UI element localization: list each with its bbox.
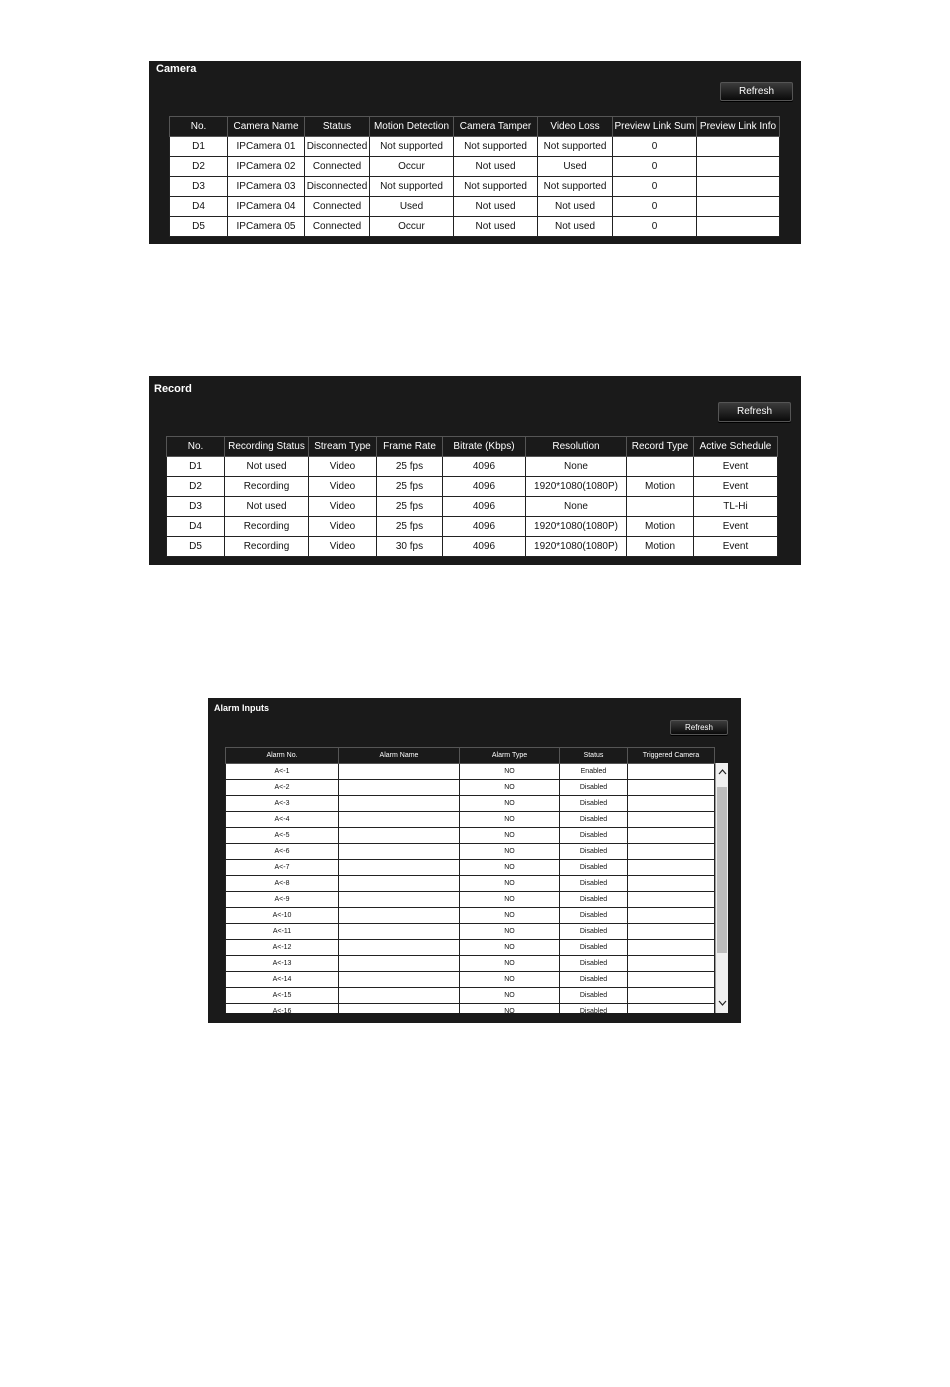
- alarm-inputs-table-cell: [628, 764, 715, 780]
- alarm-inputs-table-cell: NO: [460, 892, 560, 908]
- alarm-inputs-table-column-header: Alarm Name: [339, 748, 460, 764]
- alarm-inputs-table-cell: Disabled: [560, 924, 628, 940]
- alarm-inputs-table-cell: [628, 956, 715, 972]
- alarm-inputs-table-cell: Disabled: [560, 892, 628, 908]
- alarm-inputs-table-cell: NO: [460, 812, 560, 828]
- camera-table-cell: Not used: [454, 197, 538, 217]
- record-table-cell: 1920*1080(1080P): [526, 537, 627, 557]
- alarm-inputs-table-cell: Enabled: [560, 764, 628, 780]
- camera-table-cell: [697, 217, 780, 237]
- camera-panel-title: Camera: [156, 63, 197, 75]
- camera-table-cell: IPCamera 02: [228, 157, 305, 177]
- alarm-inputs-table-cell: [628, 780, 715, 796]
- record-table-row[interactable]: [167, 457, 791, 477]
- camera-table-cell: [697, 197, 780, 217]
- alarm-inputs-table-cell: Disabled: [560, 988, 628, 1004]
- record-table-cell: Event: [694, 537, 778, 557]
- camera-table-cell: Not supported: [454, 137, 538, 157]
- camera-table-cell: Not supported: [370, 137, 454, 157]
- camera-table-cell: Not used: [454, 157, 538, 177]
- alarm-inputs-table-cell: [628, 844, 715, 860]
- camera-panel: [149, 61, 801, 244]
- chevron-down-icon[interactable]: [716, 999, 728, 1009]
- camera-table-column-header: Camera Name: [228, 117, 305, 137]
- row-spacer: [780, 137, 792, 157]
- record-table-cell: 4096: [443, 517, 526, 537]
- record-table-cell: [627, 497, 694, 517]
- camera-table-cell: IPCamera 04: [228, 197, 305, 217]
- row-spacer: [780, 177, 792, 197]
- record-table-cell: Video: [309, 497, 377, 517]
- camera-table-cell: Disconnected: [305, 137, 370, 157]
- record-table-cell: 1920*1080(1080P): [526, 517, 627, 537]
- camera-table-row[interactable]: [170, 177, 792, 197]
- camera-table-cell: [697, 137, 780, 157]
- record-table-column-header: Bitrate (Kbps): [443, 437, 526, 457]
- camera-table-cell: Not supported: [454, 177, 538, 197]
- record-panel-title: Record: [154, 383, 192, 395]
- record-table-cell: D2: [167, 477, 225, 497]
- alarm-inputs-panel-title: Alarm Inputs: [214, 703, 270, 713]
- record-table-cell: Video: [309, 457, 377, 477]
- camera-table-column-header: No.: [170, 117, 228, 137]
- row-spacer: [780, 197, 792, 217]
- camera-table-cell: D2: [170, 157, 228, 177]
- record-refresh-button[interactable]: Refresh: [718, 402, 791, 422]
- alarm-inputs-table-row[interactable]: [226, 860, 729, 876]
- record-table-cell: Video: [309, 517, 377, 537]
- camera-table-cell: IPCamera 03: [228, 177, 305, 197]
- record-table-column-header: Stream Type: [309, 437, 377, 457]
- record-table-row[interactable]: [167, 537, 791, 557]
- alarm-inputs-table-cell: A<-12: [226, 940, 339, 956]
- record-table-cell: 4096: [443, 457, 526, 477]
- alarm-inputs-table-cell: [339, 988, 460, 1004]
- header-spacer: [778, 437, 791, 457]
- camera-table-cell: Not supported: [538, 177, 613, 197]
- alarm-inputs-table-cell: [339, 908, 460, 924]
- alarm-inputs-table-cell: A<-1: [226, 764, 339, 780]
- record-table-column-header: Active Schedule: [694, 437, 778, 457]
- alarm-inputs-table-cell: Disabled: [560, 812, 628, 828]
- record-table-cell: D3: [167, 497, 225, 517]
- camera-table-cell: Used: [538, 157, 613, 177]
- record-table-cell: D1: [167, 457, 225, 477]
- alarm-inputs-table-cell: [339, 860, 460, 876]
- alarm-inputs-table-row[interactable]: [226, 908, 729, 924]
- camera-table-cell: 0: [613, 157, 697, 177]
- alarm-inputs-table-cell: A<-5: [226, 828, 339, 844]
- alarm-inputs-table-cell: [339, 812, 460, 828]
- alarm-inputs-table-row[interactable]: [226, 844, 729, 860]
- camera-table-cell: 0: [613, 177, 697, 197]
- alarm-inputs-table-cell: [628, 860, 715, 876]
- record-table-column-header: Frame Rate: [377, 437, 443, 457]
- camera-table-cell: D3: [170, 177, 228, 197]
- alarm-inputs-table-column-header: Status: [560, 748, 628, 764]
- record-table-column-header: Recording Status: [225, 437, 309, 457]
- camera-table-cell: Occur: [370, 157, 454, 177]
- alarm-inputs-table-cell: A<-7: [226, 860, 339, 876]
- record-table-cell: None: [526, 497, 627, 517]
- alarm-inputs-table-cell: A<-9: [226, 892, 339, 908]
- alarm-inputs-table-cell: [628, 972, 715, 988]
- camera-table-cell: Not used: [538, 217, 613, 237]
- record-table-cell: D5: [167, 537, 225, 557]
- alarm-inputs-scrollbar[interactable]: [715, 763, 728, 1013]
- camera-table-column-header: Preview Link Info: [697, 117, 780, 137]
- alarm-inputs-table-cell: [628, 812, 715, 828]
- camera-table-cell: Not supported: [538, 137, 613, 157]
- record-table-cell: [627, 457, 694, 477]
- row-spacer: [778, 517, 791, 537]
- alarm-inputs-table-cell: NO: [460, 780, 560, 796]
- camera-table-cell: D1: [170, 137, 228, 157]
- alarm-inputs-table-cell: [628, 988, 715, 1004]
- scroll-thumb[interactable]: [717, 787, 727, 953]
- record-table-cell: Event: [694, 457, 778, 477]
- record-table-cell: Video: [309, 537, 377, 557]
- record-table-cell: Recording: [225, 517, 309, 537]
- alarm-inputs-table-cell: A<-16: [226, 1004, 339, 1014]
- camera-table-cell: IPCamera 05: [228, 217, 305, 237]
- alarm-inputs-table-row[interactable]: [226, 828, 729, 844]
- alarm-inputs-table-cell: NO: [460, 988, 560, 1004]
- alarm-inputs-table-cell: A<-2: [226, 780, 339, 796]
- row-spacer: [778, 537, 791, 557]
- alarm-inputs-table-cell: [339, 876, 460, 892]
- camera-table-column-header: Preview Link Sum: [613, 117, 697, 137]
- record-table-cell: None: [526, 457, 627, 477]
- alarm-inputs-table-cell: NO: [460, 844, 560, 860]
- record-table-header: [167, 437, 791, 457]
- alarm-inputs-table-cell: A<-11: [226, 924, 339, 940]
- alarm-inputs-table-cell: Disabled: [560, 876, 628, 892]
- camera-table-row[interactable]: [170, 157, 792, 177]
- camera-table-row[interactable]: [170, 197, 792, 217]
- alarm-inputs-table-row[interactable]: [226, 812, 729, 828]
- alarm-inputs-table-cell: [628, 1004, 715, 1014]
- camera-table-cell: [697, 177, 780, 197]
- row-spacer: [778, 497, 791, 517]
- record-table-column-header: Record Type: [627, 437, 694, 457]
- record-table: [166, 436, 791, 557]
- camera-table: [169, 116, 792, 237]
- alarm-inputs-table-cell: A<-13: [226, 956, 339, 972]
- record-table-cell: Not used: [225, 457, 309, 477]
- alarm-inputs-table-cell: Disabled: [560, 828, 628, 844]
- camera-table-column-header: Status: [305, 117, 370, 137]
- alarm-inputs-table-cell: NO: [460, 924, 560, 940]
- record-table-cell: 25 fps: [377, 457, 443, 477]
- camera-table-cell: D5: [170, 217, 228, 237]
- camera-table-column-header: Camera Tamper: [454, 117, 538, 137]
- alarm-inputs-panel: [208, 698, 741, 1023]
- record-table-cell: 25 fps: [377, 517, 443, 537]
- alarm-inputs-table-cell: NO: [460, 956, 560, 972]
- camera-table-cell: Not supported: [370, 177, 454, 197]
- alarm-inputs-table-row[interactable]: [226, 780, 729, 796]
- record-table-row[interactable]: [167, 497, 791, 517]
- alarm-inputs-table-cell: [628, 940, 715, 956]
- alarm-inputs-table-cell: Disabled: [560, 972, 628, 988]
- header-spacer: [715, 748, 729, 764]
- record-table-cell: 25 fps: [377, 497, 443, 517]
- alarm-inputs-table-row[interactable]: [226, 972, 729, 988]
- alarm-inputs-table-cell: [339, 892, 460, 908]
- alarm-inputs-table-cell: NO: [460, 1004, 560, 1014]
- alarm-inputs-table-cell: NO: [460, 876, 560, 892]
- alarm-inputs-table-row[interactable]: [226, 988, 729, 1004]
- alarm-inputs-table-cell: NO: [460, 940, 560, 956]
- camera-table-cell: [697, 157, 780, 177]
- camera-table-cell: 0: [613, 217, 697, 237]
- alarm-inputs-table-cell: [339, 972, 460, 988]
- alarm-inputs-table-cell: [339, 764, 460, 780]
- camera-refresh-button[interactable]: Refresh: [720, 82, 793, 101]
- camera-table-cell: Connected: [305, 157, 370, 177]
- alarm-inputs-table-cell: [339, 940, 460, 956]
- alarm-inputs-table-cell: A<-8: [226, 876, 339, 892]
- alarm-inputs-table-cell: A<-6: [226, 844, 339, 860]
- record-table-cell: Motion: [627, 517, 694, 537]
- alarm-inputs-table-cell: A<-10: [226, 908, 339, 924]
- record-table-cell: Event: [694, 477, 778, 497]
- alarm-inputs-table-cell: [339, 1004, 460, 1014]
- alarm-inputs-table-cell: NO: [460, 764, 560, 780]
- alarm-inputs-table-cell: A<-15: [226, 988, 339, 1004]
- alarm-inputs-table-row[interactable]: [226, 892, 729, 908]
- alarm-inputs-table-cell: NO: [460, 828, 560, 844]
- alarm-inputs-table-cell: [628, 924, 715, 940]
- alarm-inputs-table-cell: [628, 876, 715, 892]
- alarm-inputs-table-cell: A<-3: [226, 796, 339, 812]
- alarm-inputs-table-cell: NO: [460, 908, 560, 924]
- alarm-inputs-table-cell: [628, 796, 715, 812]
- alarm-inputs-table-row[interactable]: [226, 796, 729, 812]
- alarm-inputs-table-row[interactable]: [226, 940, 729, 956]
- alarm-inputs-table-cell: [339, 796, 460, 812]
- record-table-cell: Not used: [225, 497, 309, 517]
- alarm-inputs-table-cell: Disabled: [560, 956, 628, 972]
- alarm-inputs-table-cell: [628, 908, 715, 924]
- camera-table-cell: IPCamera 01: [228, 137, 305, 157]
- camera-table-column-header: Video Loss: [538, 117, 613, 137]
- alarm-inputs-table-cell: [628, 892, 715, 908]
- alarm-inputs-table-cell: [339, 956, 460, 972]
- alarm-inputs-table-cell: NO: [460, 796, 560, 812]
- record-table-cell: 1920*1080(1080P): [526, 477, 627, 497]
- record-table-cell: Video: [309, 477, 377, 497]
- alarm-inputs-table-cell: Disabled: [560, 940, 628, 956]
- record-table-cell: 4096: [443, 497, 526, 517]
- alarm-inputs-table-cell: NO: [460, 972, 560, 988]
- alarm-inputs-table-column-header: Alarm Type: [460, 748, 560, 764]
- alarm-inputs-table-cell: [628, 828, 715, 844]
- alarm-inputs-table-row[interactable]: [226, 924, 729, 940]
- record-table-column-header: Resolution: [526, 437, 627, 457]
- alarm-inputs-table-cell: Disabled: [560, 796, 628, 812]
- camera-table-cell: D4: [170, 197, 228, 217]
- alarm-inputs-table-cell: [339, 924, 460, 940]
- camera-table-cell: Disconnected: [305, 177, 370, 197]
- row-spacer: [780, 157, 792, 177]
- alarm-inputs-table-cell: Disabled: [560, 860, 628, 876]
- alarm-inputs-table-row[interactable]: [226, 956, 729, 972]
- alarm-inputs-refresh-button[interactable]: Refresh: [670, 720, 728, 735]
- record-table-cell: 30 fps: [377, 537, 443, 557]
- alarm-inputs-table-cell: Disabled: [560, 780, 628, 796]
- record-table-cell: Motion: [627, 537, 694, 557]
- record-table-cell: 4096: [443, 477, 526, 497]
- record-table-row[interactable]: [167, 517, 791, 537]
- record-panel: [149, 376, 801, 565]
- alarm-inputs-table-cell: [339, 780, 460, 796]
- alarm-inputs-table-cell: Disabled: [560, 1004, 628, 1014]
- camera-table-cell: Not used: [454, 217, 538, 237]
- record-table-cell: Recording: [225, 477, 309, 497]
- record-table-cell: 25 fps: [377, 477, 443, 497]
- camera-table-row[interactable]: [170, 137, 792, 157]
- alarm-inputs-table-column-header: Triggered Camera: [628, 748, 715, 764]
- chevron-up-icon[interactable]: [716, 767, 728, 777]
- row-spacer: [780, 217, 792, 237]
- camera-table-cell: Used: [370, 197, 454, 217]
- alarm-inputs-table-viewport[interactable]: [225, 747, 728, 1013]
- camera-table-header: [170, 117, 792, 137]
- alarm-inputs-table-cell: [339, 828, 460, 844]
- alarm-inputs-table-row[interactable]: [226, 1004, 729, 1014]
- camera-table-cell: Occur: [370, 217, 454, 237]
- camera-table-cell: 0: [613, 197, 697, 217]
- record-table-row[interactable]: [167, 477, 791, 497]
- alarm-inputs-table-cell: NO: [460, 860, 560, 876]
- alarm-inputs-table-cell: A<-14: [226, 972, 339, 988]
- row-spacer: [778, 477, 791, 497]
- alarm-inputs-table-header: [226, 748, 729, 764]
- record-table-cell: D4: [167, 517, 225, 537]
- alarm-inputs-table-row[interactable]: [226, 876, 729, 892]
- row-spacer: [778, 457, 791, 477]
- alarm-inputs-table-cell: [339, 844, 460, 860]
- camera-table-row[interactable]: [170, 217, 792, 237]
- camera-table-column-header: Motion Detection: [370, 117, 454, 137]
- record-table-column-header: No.: [167, 437, 225, 457]
- record-table-cell: Event: [694, 517, 778, 537]
- camera-table-cell: 0: [613, 137, 697, 157]
- record-table-cell: TL-Hi: [694, 497, 778, 517]
- record-table-cell: 4096: [443, 537, 526, 557]
- alarm-inputs-table-cell: A<-4: [226, 812, 339, 828]
- alarm-inputs-table-column-header: Alarm No.: [226, 748, 339, 764]
- alarm-inputs-table: [225, 747, 728, 1013]
- alarm-inputs-table-cell: Disabled: [560, 844, 628, 860]
- record-table-cell: Motion: [627, 477, 694, 497]
- camera-table-cell: Connected: [305, 197, 370, 217]
- camera-table-cell: Connected: [305, 217, 370, 237]
- record-table-cell: Recording: [225, 537, 309, 557]
- header-spacer: [780, 117, 792, 137]
- alarm-inputs-table-row[interactable]: [226, 764, 729, 780]
- camera-table-cell: Not used: [538, 197, 613, 217]
- alarm-inputs-table-cell: Disabled: [560, 908, 628, 924]
